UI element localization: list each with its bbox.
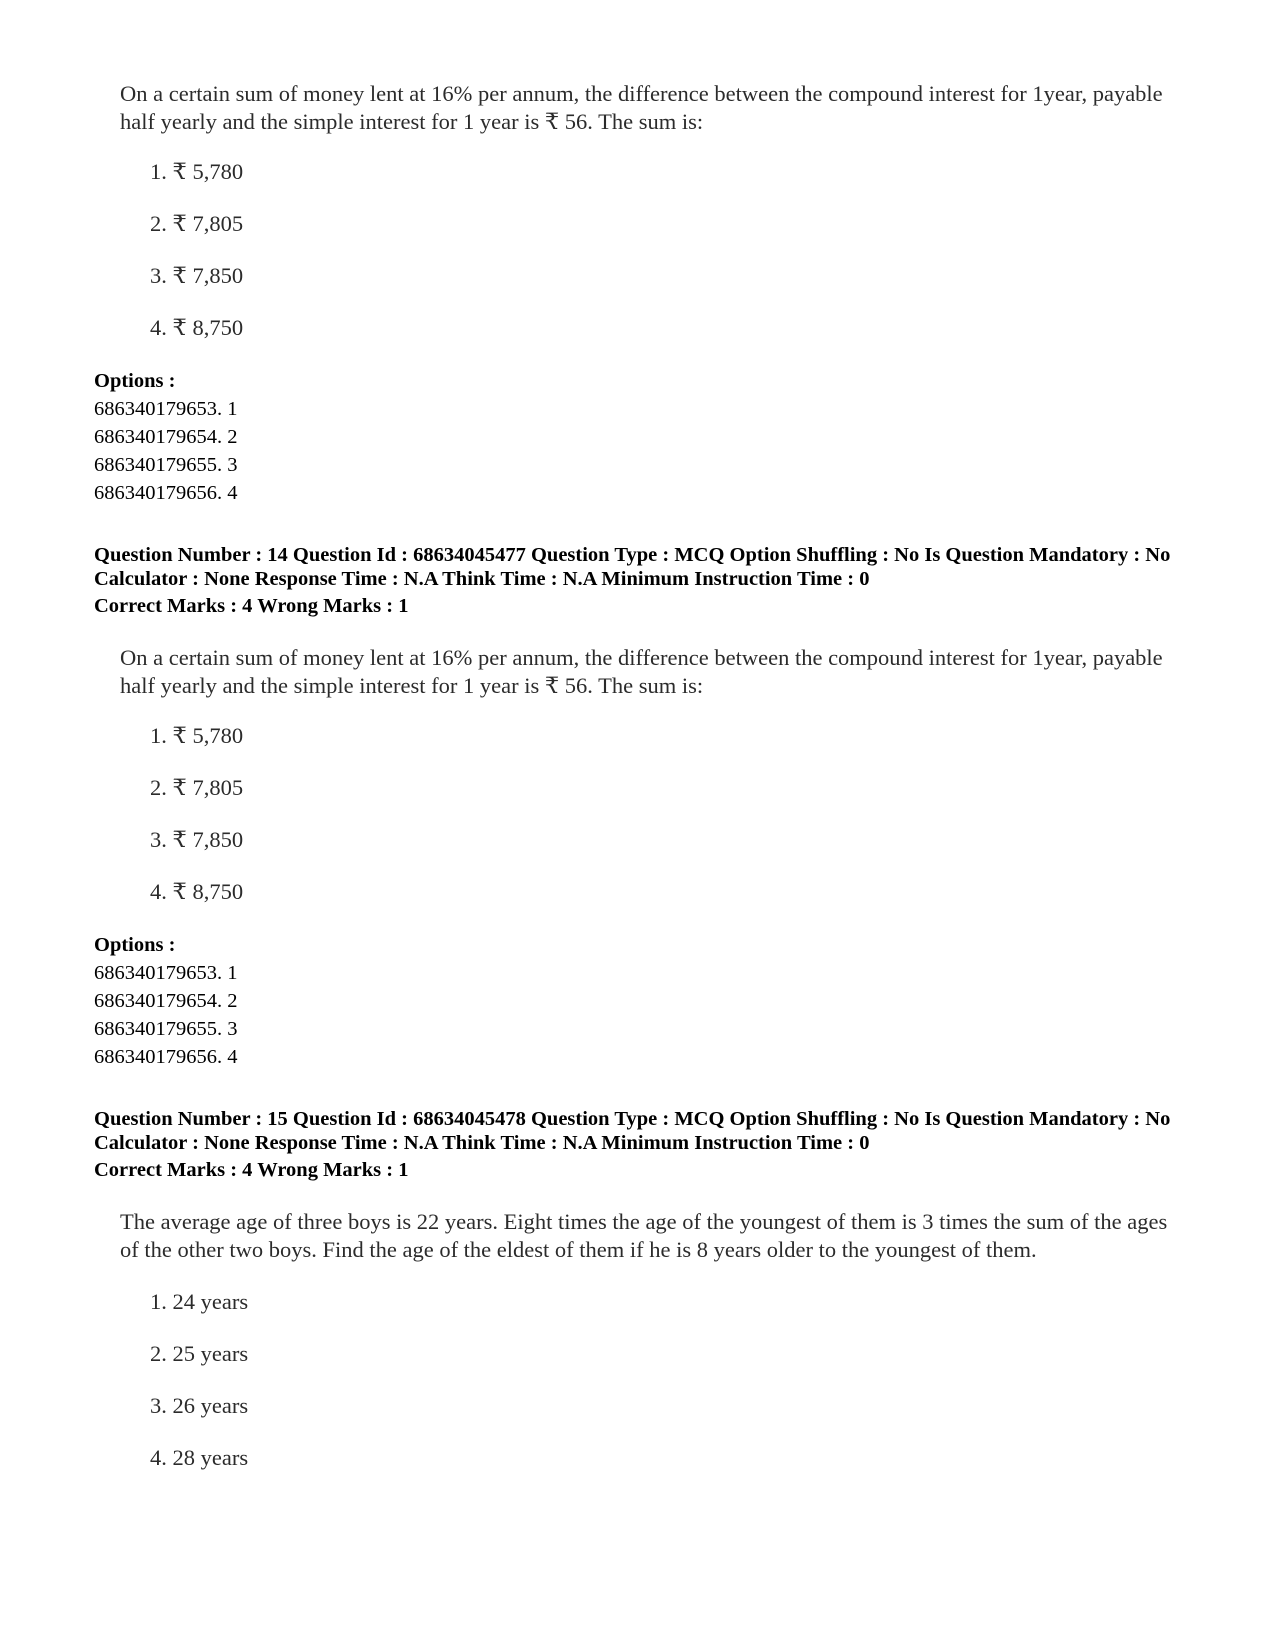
question-14-choice-4: 4. ₹ 8,750 (150, 879, 244, 904)
question-13-choice-3: 3. ₹ 7,850 (150, 263, 244, 288)
question-14-choice-1: 1. ₹ 5,780 (150, 723, 244, 748)
question-14-option-id-3: 686340179655. 3 (94, 1018, 238, 1040)
question-15-choice-2: 2. 25 years (150, 1341, 249, 1366)
question-15-marks: Correct Marks : 4 Wrong Marks : 1 (94, 1159, 409, 1181)
question-14-options-heading: Options : (94, 934, 176, 956)
question-13-options-heading: Options : (94, 370, 176, 392)
question-14-option-id-2: 686340179654. 2 (94, 990, 238, 1012)
question-14-text: On a certain sum of money lent at 16% per annum, the difference between the compound interest for 1year, payable half yearly and the simple interest for 1 year is ₹ 56. The sum is: (120, 645, 1163, 698)
question-15-choice-1: 1. 24 years (150, 1289, 249, 1314)
question-15-meta: Question Number : 15 Question Id : 68634045478 Question Type : MCQ Option Shuffling : No Is Question Mandatory : No Calculator : None Response Time : N.A Think Time : N.A Minimum Instruction Time : 0 (94, 1108, 1171, 1154)
question-13-choice-4: 4. ₹ 8,750 (150, 315, 244, 340)
question-15-text: The average age of three boys is 22 years. Eight times the age of the youngest of them is 3 times the sum of the ages of the other two boys. Find the age of the eldest of them if he is 8 years older to the youngest of them. (120, 1209, 1168, 1262)
question-14-meta: Question Number : 14 Question Id : 68634045477 Question Type : MCQ Option Shuffling : No Is Question Mandatory : No Calculator : None Response Time : N.A Think Time : N.A Minimum Instruction Time : 0 (94, 544, 1171, 590)
question-14-choice-3: 3. ₹ 7,850 (150, 827, 244, 852)
question-13-option-id-4: 686340179656. 4 (94, 482, 238, 504)
question-14-marks: Correct Marks : 4 Wrong Marks : 1 (94, 595, 409, 617)
question-14-choice-2: 2. ₹ 7,805 (150, 775, 244, 800)
question-13-choice-2: 2. ₹ 7,805 (150, 211, 244, 236)
question-13-option-id-3: 686340179655. 3 (94, 454, 238, 476)
question-13-option-id-2: 686340179654. 2 (94, 426, 238, 448)
question-14-option-id-4: 686340179656. 4 (94, 1046, 238, 1068)
question-15-choice-3: 3. 26 years (150, 1393, 249, 1418)
question-15-choice-4: 4. 28 years (150, 1445, 249, 1470)
question-13-option-id-1: 686340179653. 1 (94, 398, 238, 420)
question-13-text: On a certain sum of money lent at 16% per annum, the difference between the compound interest for 1year, payable half yearly and the simple interest for 1 year is ₹ 56. The sum is: (120, 81, 1163, 134)
question-13-choice-1: 1. ₹ 5,780 (150, 159, 244, 184)
question-14-option-id-1: 686340179653. 1 (94, 962, 238, 984)
